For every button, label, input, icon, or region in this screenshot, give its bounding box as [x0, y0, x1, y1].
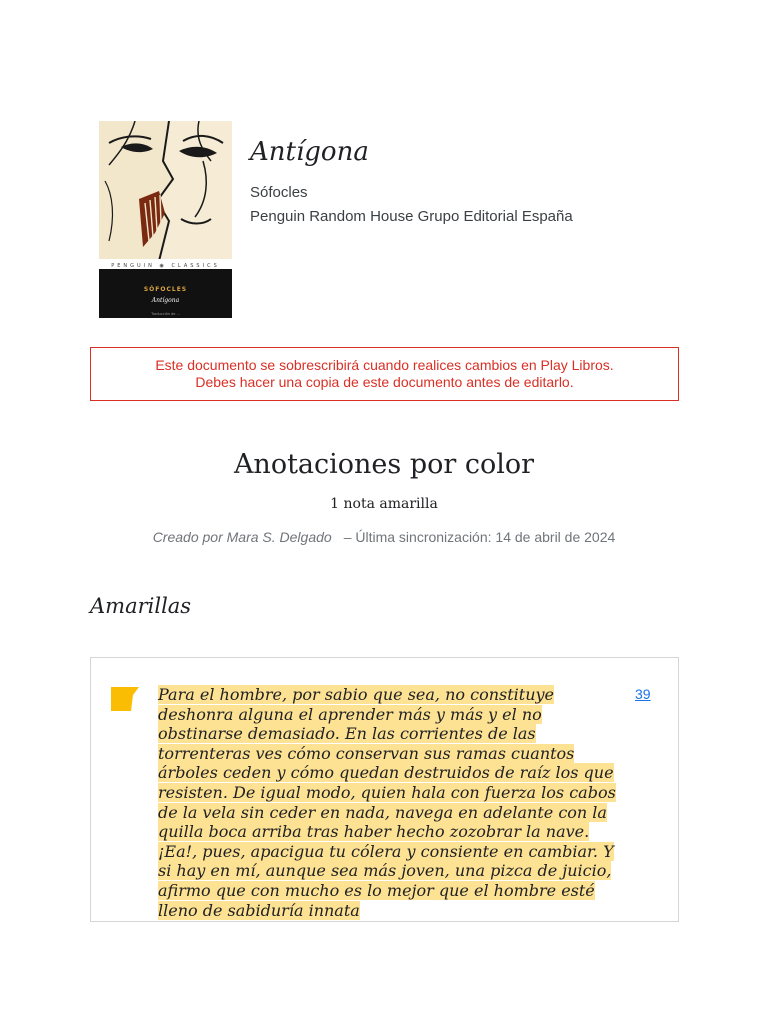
last-sync-label: – Última sincronización: 14 de abril de 2024 [343, 529, 616, 545]
book-header [99, 121, 679, 318]
note-highlight-text [158, 685, 620, 920]
book-cover[interactable] [99, 121, 232, 318]
book-author: Sófocles [250, 184, 308, 201]
svg-text:Traducción de ...: Traducción de ... [151, 312, 180, 316]
svg-text:SÓFOCLES: SÓFOCLES [143, 286, 188, 293]
document-title: Anotaciones por color [233, 449, 535, 480]
highlighted-passage: Para el hombre, por sabio que sea, no constituye deshonra alguna el aprender más y más y el no obstinarse demasiado. En las corrientes de las torrenteras ves cómo conservan sus ramas cuantos árboles ceden y cómo quedan destruidos de raíz los que resisten. De igual modo, quien hala con fuerza los cabos de la vela sin ceder en nada, navega en adelante con la quilla boca arriba tras haber hecho zozobrar la nave. ¡Ea!, pues, apacigua tu cólera y consiente en cambiar. Y si hay en mí, aunque sea más joven, una pizca de juicio, afirmo que con mucho es lo mejor que el hombre esté lleno de sabiduría innata [158, 685, 616, 920]
overwrite-warning-box [90, 347, 679, 401]
book-title: Antígona [250, 137, 369, 167]
book-cover-art [99, 121, 232, 318]
svg-text:PENGUIN ◉ CLASSICS: PENGUIN ◉ CLASSICS [111, 263, 220, 269]
sync-info [0, 528, 768, 546]
note-page-link[interactable]: 39 [635, 686, 651, 702]
note-count: 1 nota amarilla [330, 496, 438, 512]
warning-line-2: Debes hacer una copia de este documento antes de editarlo. [195, 374, 574, 390]
yellow-note-flag-icon [111, 687, 139, 711]
svg-text:Antígona: Antígona [151, 297, 180, 304]
note-card [90, 657, 679, 922]
section-heading-yellow: Amarillas [90, 594, 192, 618]
book-publisher: Penguin Random House Grupo Editorial España [250, 208, 573, 225]
warning-line-1: Este documento se sobrescribirá cuando realices cambios en Play Libros. [155, 357, 614, 373]
creator-label: Creado por Mara S. Delgado [152, 529, 332, 545]
